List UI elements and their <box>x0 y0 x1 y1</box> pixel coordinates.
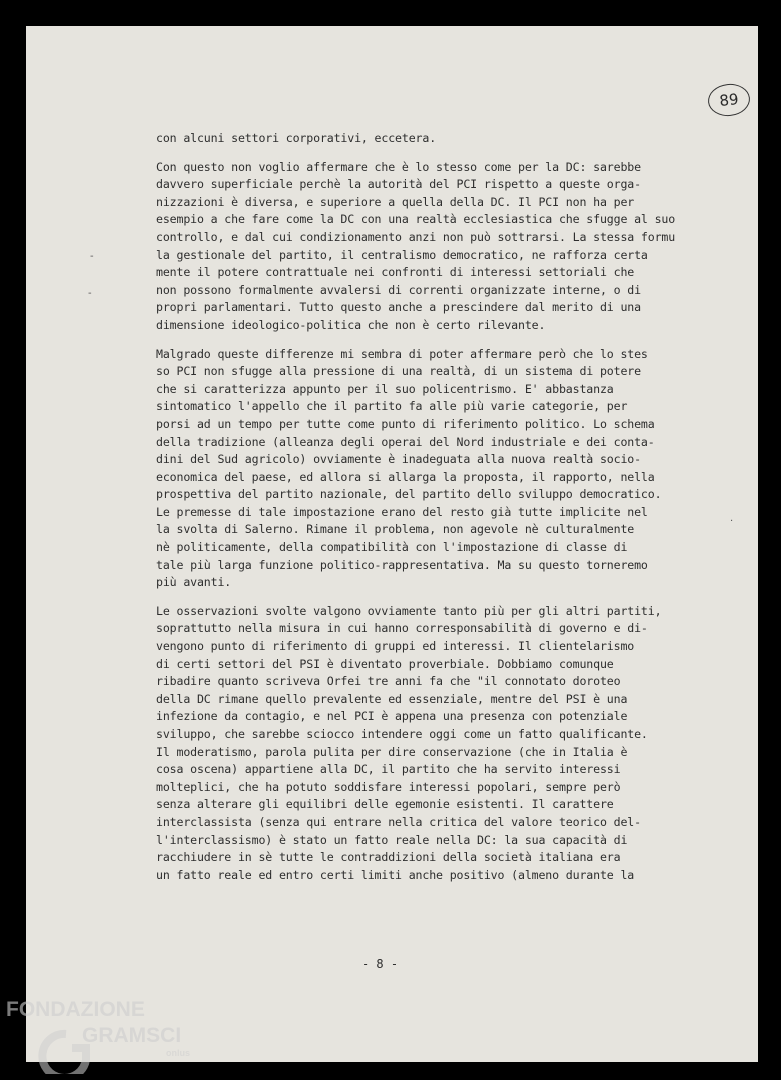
text-line: Malgrado queste differenze mi sembra di poter affermare però che lo stes <box>156 346 648 361</box>
text-line: Le osservazioni svolte valgono ovviamente tanto più per gli altri partiti, <box>156 603 662 618</box>
text-line: senza alterare gli equilibri delle egemonie esistenti. Il carattere <box>156 797 614 812</box>
text-line: dimensione ideologico-politica che non è certo rilevante. <box>156 317 546 332</box>
text-line: sviluppo, che sarebbe sciocco intendere oggi come un fatto qualificante. <box>156 727 648 741</box>
text-line: l'interclassismo) è stato un fatto reale nella DC: la sua capacità di <box>156 832 628 847</box>
text-line: prospettiva del partito nazionale, del partito dello sviluppo democratico. <box>156 487 662 502</box>
paragraph <box>156 130 716 148</box>
text-line: non possono formalmente avvalersi di correnti organizzate interne, o di <box>156 282 641 297</box>
paragraph <box>156 346 716 592</box>
text-line: propri parlamentari. Tutto questo anche a prescindere dal merito di una <box>156 300 641 315</box>
page-number: - 8 - <box>361 957 399 971</box>
text-line: della tradizione (alleanza degli operai del Nord industriale e dei conta- <box>156 434 655 449</box>
margin-mark: · <box>730 516 734 527</box>
paragraph <box>156 603 716 885</box>
watermark-line2: GRAMSCI <box>82 1024 182 1047</box>
document-body <box>156 130 716 895</box>
text-line: soprattutto nella misura in cui hanno corresponsabilità di governo e di- <box>156 621 648 636</box>
text-line: mente il potere contrattuale nei confronti di interessi settoriali che <box>156 265 635 280</box>
g-logo-shape <box>42 1034 86 1074</box>
text-line: controllo, e dal cui condizionamento anzi non può sottrarsi. La stessa formu <box>156 229 676 244</box>
margin-mark: - <box>88 288 92 299</box>
text-line: molteplici, che ha potuto soddisfare interessi popolari, sempre però <box>156 779 621 794</box>
text-line: tale più larga funzione politico-rappresentativa. Ma su questo torneremo <box>156 557 648 572</box>
text-line: esempio a che fare come la DC con una realtà ecclesiastica che sfugge al suo <box>156 212 676 227</box>
text-line: dini del Sud agricolo) ovviamente è inadeguata alla nuova realtà socio- <box>156 452 641 467</box>
gramsci-logo-icon <box>6 994 206 1074</box>
text-line: la svolta di Salerno. Rimane il problema, non agevole nè culturalmente <box>156 522 635 537</box>
text-line: so PCI non sfugge alla pressione di una realtà, di un sistema di potere <box>156 364 641 379</box>
text-line: cosa oscena) appartiene alla DC, il partito che ha servito interessi <box>156 762 621 777</box>
text-line: di certi settori del PSI è diventato proverbiale. Dobbiamo comunque <box>156 656 614 671</box>
text-line: racchiudere in sè tutte le contraddizioni della società italiana era <box>156 850 621 865</box>
text-line: Le premesse di tale impostazione erano del resto già tutte implicite nel <box>156 504 648 519</box>
text-line: sintomatico l'appello che il partito fa alle più varie categorie, per <box>156 399 628 414</box>
text-line: nizzazioni è diversa, e superiore a quella della DC. Il PCI non ha per <box>156 194 635 209</box>
margin-mark: - <box>90 251 94 262</box>
text-line: porsi ad un tempo per tutte come punto di riferimento politico. Lo schema <box>156 416 655 431</box>
text-line: Il moderatismo, parola pulita per dire conservazione (che in Italia è <box>156 744 628 759</box>
text-line: con alcuni settori corporativi, eccetera. <box>156 131 437 145</box>
text-line: infezione da contagio, e nel PCI è appena una presenza con potenziale <box>156 709 628 724</box>
watermark-line1: FONDAZIONE <box>6 998 145 1021</box>
text-line: la gestionale del partito, il centralismo democratico, ne rafforza certa <box>156 247 648 262</box>
text-line: interclassista (senza qui entrare nella critica del valore teorico del- <box>156 814 641 829</box>
text-line: nè politicamente, della compatibilità con l'impostazione di classe di <box>156 540 628 555</box>
text-line: che si caratterizza appunto per il suo policentrismo. E' abbastanza <box>156 381 614 396</box>
watermark-line3: onlus <box>166 1048 190 1058</box>
text-line: davvero superficiale perchè la autorità del PCI rispetto a queste orga- <box>156 177 641 192</box>
text-line: più avanti. <box>156 575 232 590</box>
paragraph <box>156 159 716 335</box>
text-line: ribadire quanto scriveva Orfei tre anni fa che "il connotato doroteo <box>156 674 621 689</box>
text-line: economica del paese, ed allora si allarga la proposta, il rapporto, nella <box>156 469 655 484</box>
page-marker: 89 <box>706 82 751 118</box>
fondazione-gramsci-watermark <box>6 994 206 1074</box>
text-line: Con questo non voglio affermare che è lo stesso come per la DC: sarebbe <box>156 159 641 174</box>
text-line: un fatto reale ed entro certi limiti anche positivo (almeno durante la <box>156 867 635 882</box>
text-line: vengono punto di riferimento di gruppi ed interessi. Il clientelarismo <box>156 639 635 654</box>
text-line: della DC rimane quello prevalente ed essenziale, mentre del PSI è una <box>156 691 628 706</box>
